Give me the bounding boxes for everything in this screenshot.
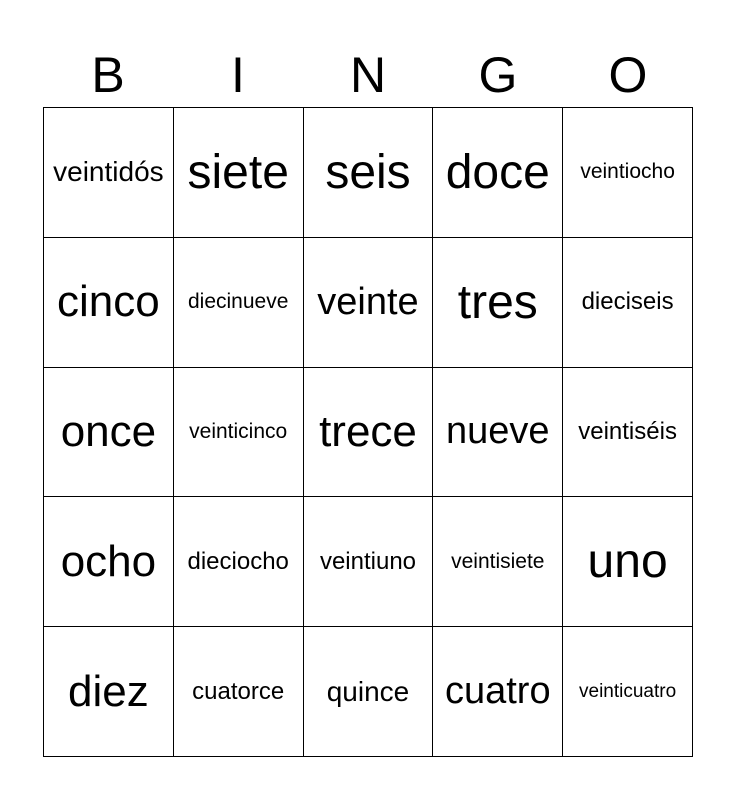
bingo-cell[interactable]: nueve [433, 368, 563, 498]
bingo-cell[interactable]: dieciseis [563, 238, 693, 368]
bingo-cell[interactable]: siete [174, 108, 304, 238]
bingo-cell[interactable]: cinco [44, 238, 174, 368]
bingo-cell[interactable]: diez [44, 627, 174, 757]
bingo-board [43, 107, 693, 757]
bingo-cell[interactable]: veinticinco [174, 368, 304, 498]
bingo-cell[interactable]: diecinueve [174, 238, 304, 368]
bingo-cell[interactable]: veintiocho [563, 108, 693, 238]
bingo-cell[interactable]: tres [433, 238, 563, 368]
bingo-cell[interactable]: seis [304, 108, 434, 238]
bingo-cell[interactable]: uno [563, 497, 693, 627]
header-letter-i: I [231, 47, 245, 103]
bingo-cell[interactable]: cuatro [433, 627, 563, 757]
bingo-cell[interactable]: veintiséis [563, 368, 693, 498]
header-letter-n: N [349, 47, 387, 103]
bingo-cell[interactable]: cuatorce [174, 627, 304, 757]
bingo-cell[interactable]: once [44, 368, 174, 498]
bingo-cell[interactable]: trece [304, 368, 434, 498]
header-letter-g: G [478, 47, 518, 103]
bingo-header [43, 42, 693, 108]
bingo-cell[interactable]: veintidós [44, 108, 174, 238]
bingo-cell[interactable]: doce [433, 108, 563, 238]
bingo-cell[interactable]: veintiuno [304, 497, 434, 627]
bingo-cell[interactable]: veinticuatro [563, 627, 693, 757]
bingo-cell[interactable]: quince [304, 627, 434, 757]
bingo-cell[interactable]: ocho [44, 497, 174, 627]
header-letter-b: B [91, 47, 125, 103]
header-letter-o: O [608, 47, 648, 103]
bingo-cell[interactable]: dieciocho [174, 497, 304, 627]
bingo-cell[interactable]: veintisiete [433, 497, 563, 627]
bingo-cell[interactable]: veinte [304, 238, 434, 368]
